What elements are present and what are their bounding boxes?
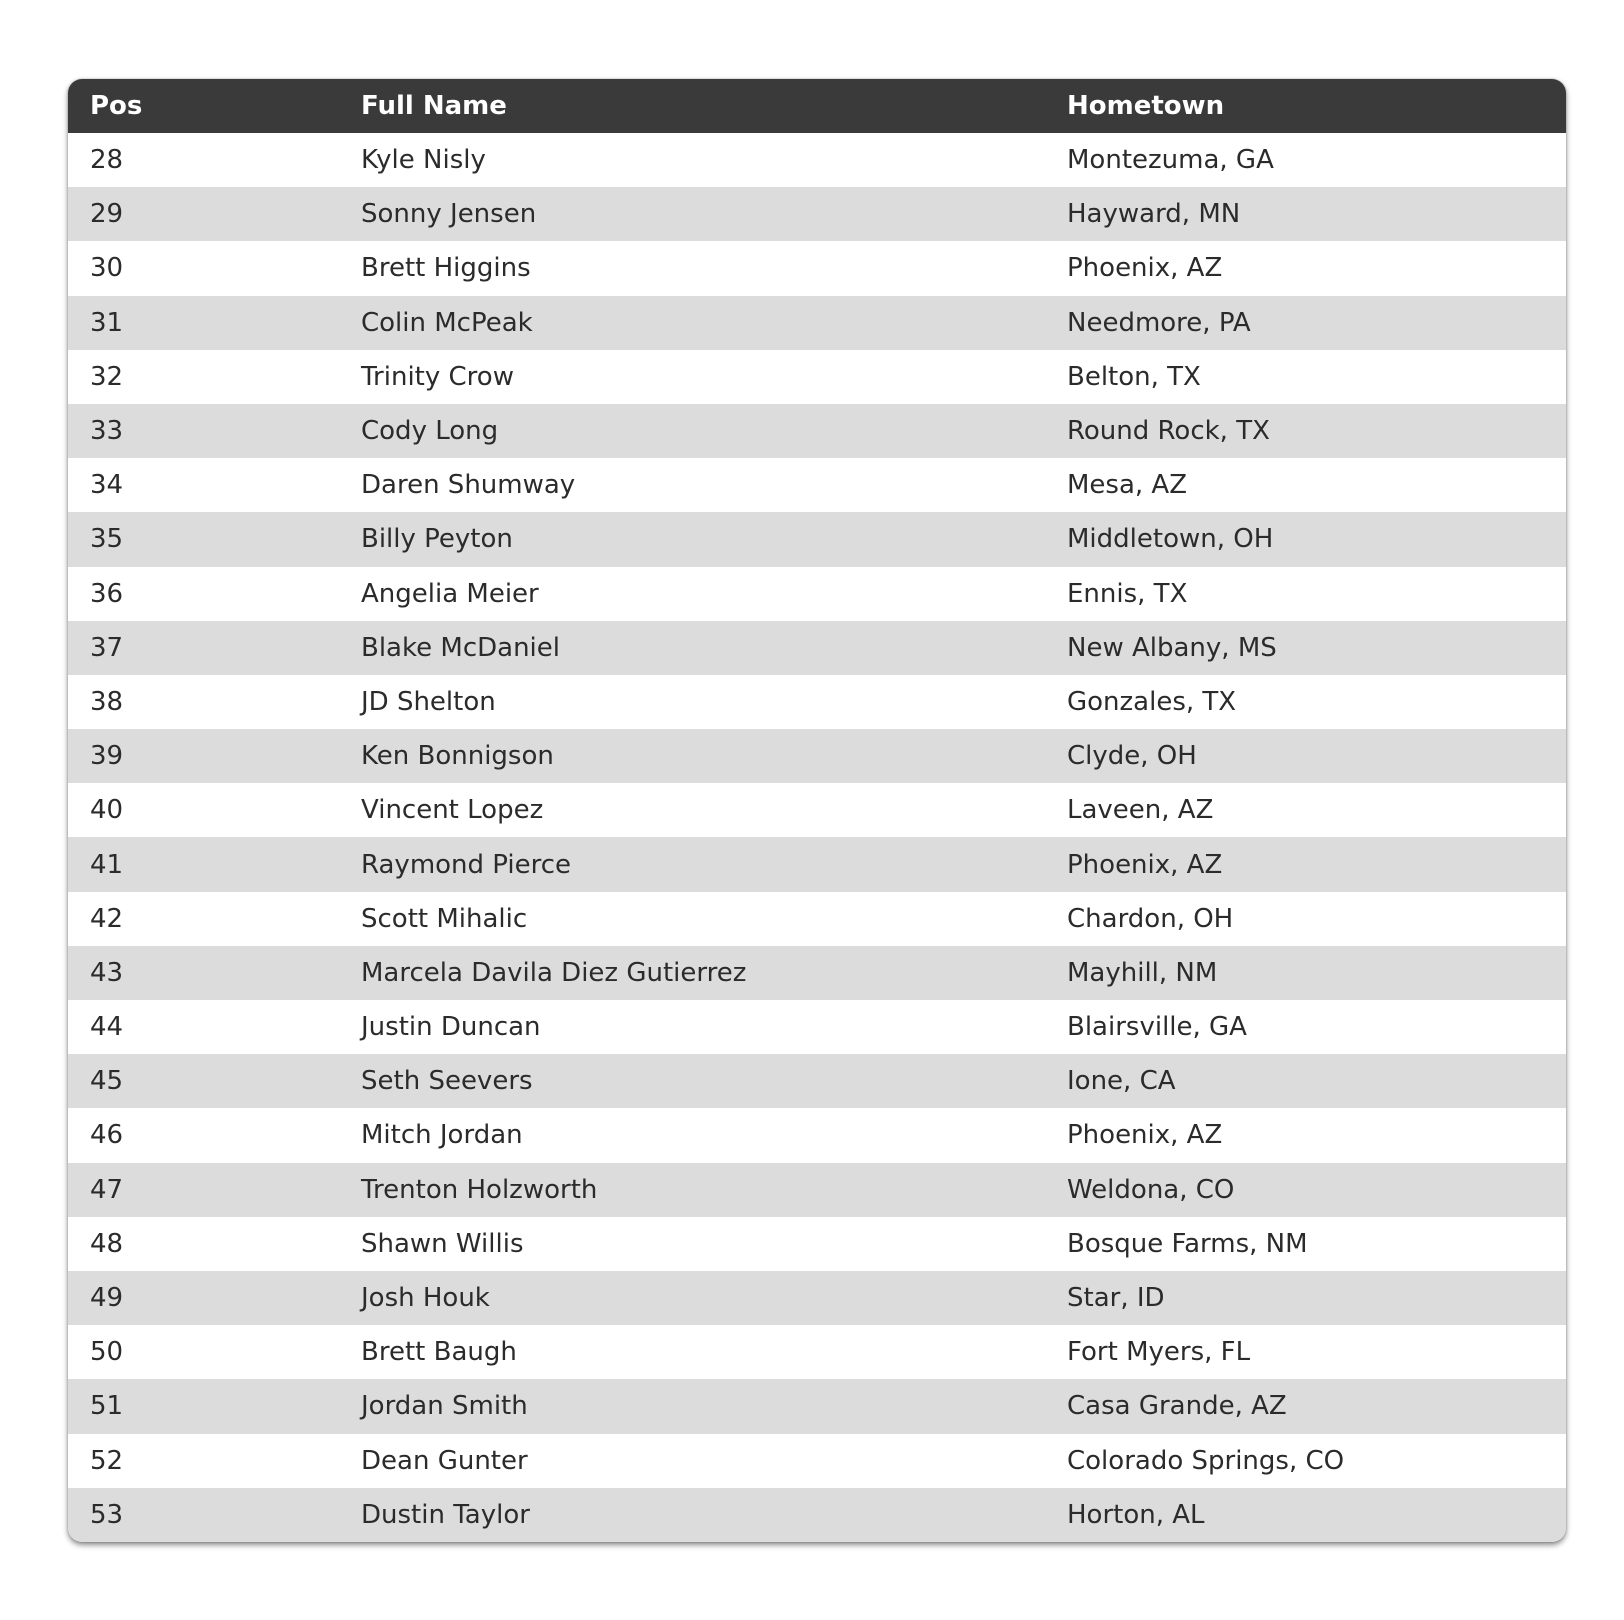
table-row[interactable]	[68, 1054, 1566, 1108]
hometown-cell: Clyde, OH	[1067, 741, 1197, 772]
pos-cell: 40	[90, 795, 124, 826]
table-row[interactable]	[68, 675, 1566, 729]
hometown-cell: Hayward, MN	[1067, 199, 1241, 230]
results-table	[68, 79, 1566, 1542]
pos-cell: 43	[90, 957, 124, 988]
pos-cell: 51	[90, 1391, 124, 1422]
table-row[interactable]	[68, 512, 1566, 566]
table-row[interactable]	[68, 621, 1566, 675]
pos-cell: 53	[90, 1499, 124, 1530]
full-name-cell: Mitch Jordan	[361, 1120, 523, 1151]
table-row[interactable]	[68, 946, 1566, 1000]
pos-cell: 34	[90, 470, 124, 501]
pos-cell: 49	[90, 1283, 124, 1314]
table-row[interactable]	[68, 729, 1566, 783]
pos-cell: 45	[90, 1066, 124, 1097]
table-row[interactable]	[68, 783, 1566, 837]
full-name-cell: Dustin Taylor	[361, 1499, 530, 1530]
pos-cell: 29	[90, 199, 124, 230]
pos-cell: 47	[90, 1174, 124, 1205]
pos-cell: 32	[90, 361, 124, 392]
hometown-cell: New Albany, MS	[1067, 632, 1277, 663]
hometown-cell: Weldona, CO	[1067, 1174, 1235, 1205]
hometown-cell: Mesa, AZ	[1067, 470, 1188, 501]
table-row[interactable]	[68, 567, 1566, 621]
table-row[interactable]	[68, 1000, 1566, 1054]
table-row[interactable]	[68, 1217, 1566, 1271]
full-name-cell: Josh Houk	[361, 1283, 490, 1314]
hometown-cell: Round Rock, TX	[1067, 416, 1270, 447]
hometown-cell: Fort Myers, FL	[1067, 1337, 1251, 1368]
hometown-cell: Ennis, TX	[1067, 578, 1188, 609]
full-name-cell: Brett Baugh	[361, 1337, 517, 1368]
full-name-cell: Daren Shumway	[361, 470, 576, 501]
pos-cell: 31	[90, 307, 124, 338]
pos-cell: 38	[90, 686, 124, 717]
table-row[interactable]	[68, 404, 1566, 458]
hometown-cell: Ione, CA	[1067, 1066, 1176, 1097]
full-name-cell: Trinity Crow	[361, 361, 514, 392]
hometown-cell: Phoenix, AZ	[1067, 1120, 1223, 1151]
full-name-cell: Billy Peyton	[361, 524, 513, 555]
full-name-cell: Scott Mihalic	[361, 903, 528, 934]
hometown-cell: Chardon, OH	[1067, 903, 1234, 934]
results-table-card	[68, 79, 1566, 1542]
pos-cell: 33	[90, 416, 124, 447]
pos-cell: 44	[90, 1012, 124, 1043]
pos-cell: 52	[90, 1445, 124, 1476]
table-row[interactable]	[68, 837, 1566, 891]
header-full-name[interactable]: Full Name	[361, 91, 507, 121]
hometown-cell: Mayhill, NM	[1067, 957, 1218, 988]
pos-cell: 36	[90, 578, 124, 609]
pos-cell: 48	[90, 1228, 124, 1259]
full-name-cell: Angelia Meier	[361, 578, 539, 609]
pos-cell: 35	[90, 524, 124, 555]
hometown-cell: Montezuma, GA	[1067, 145, 1274, 176]
table-row[interactable]	[68, 892, 1566, 946]
hometown-cell: Middletown, OH	[1067, 524, 1274, 555]
full-name-cell: Cody Long	[361, 416, 499, 447]
pos-cell: 46	[90, 1120, 124, 1151]
table-row[interactable]	[68, 1271, 1566, 1325]
hometown-cell: Colorado Springs, CO	[1067, 1445, 1345, 1476]
full-name-cell: JD Shelton	[361, 686, 496, 717]
full-name-cell: Sonny Jensen	[361, 199, 537, 230]
full-name-cell: Jordan Smith	[361, 1391, 528, 1422]
full-name-cell: Colin McPeak	[361, 307, 533, 338]
full-name-cell: Vincent Lopez	[361, 795, 544, 826]
table-row[interactable]	[68, 458, 1566, 512]
hometown-cell: Gonzales, TX	[1067, 686, 1237, 717]
header-pos[interactable]: Pos	[90, 91, 143, 121]
pos-cell: 37	[90, 632, 124, 663]
table-row[interactable]	[68, 1434, 1566, 1488]
table-row[interactable]	[68, 296, 1566, 350]
pos-cell: 41	[90, 849, 124, 880]
pos-cell: 42	[90, 903, 124, 934]
table-row[interactable]	[68, 1379, 1566, 1433]
full-name-cell: Brett Higgins	[361, 253, 531, 284]
pos-cell: 28	[90, 145, 124, 176]
full-name-cell: Seth Seevers	[361, 1066, 533, 1097]
table-row[interactable]	[68, 133, 1566, 187]
table-row[interactable]	[68, 187, 1566, 241]
full-name-cell: Marcela Davila Diez Gutierrez	[361, 957, 747, 988]
header-hometown[interactable]: Hometown	[1067, 91, 1225, 121]
full-name-cell: Ken Bonnigson	[361, 741, 554, 772]
full-name-cell: Justin Duncan	[361, 1012, 541, 1043]
table-row[interactable]	[68, 1488, 1566, 1542]
hometown-cell: Casa Grande, AZ	[1067, 1391, 1287, 1422]
hometown-cell: Needmore, PA	[1067, 307, 1251, 338]
full-name-cell: Blake McDaniel	[361, 632, 560, 663]
full-name-cell: Kyle Nisly	[361, 145, 486, 176]
hometown-cell: Bosque Farms, NM	[1067, 1228, 1308, 1259]
hometown-cell: Star, ID	[1067, 1283, 1165, 1314]
table-row[interactable]	[68, 1163, 1566, 1217]
pos-cell: 39	[90, 741, 124, 772]
full-name-cell: Raymond Pierce	[361, 849, 572, 880]
hometown-cell: Phoenix, AZ	[1067, 253, 1223, 284]
pos-cell: 30	[90, 253, 124, 284]
hometown-cell: Blairsville, GA	[1067, 1012, 1247, 1043]
table-body	[68, 133, 1566, 1542]
hometown-cell: Laveen, AZ	[1067, 795, 1214, 826]
hometown-cell: Belton, TX	[1067, 361, 1201, 392]
hometown-cell: Horton, AL	[1067, 1499, 1205, 1530]
table-header-row	[68, 79, 1566, 133]
full-name-cell: Dean Gunter	[361, 1445, 528, 1476]
table-row[interactable]	[68, 241, 1566, 295]
table-row[interactable]	[68, 1325, 1566, 1379]
hometown-cell: Phoenix, AZ	[1067, 849, 1223, 880]
full-name-cell: Shawn Willis	[361, 1228, 524, 1259]
table-row[interactable]	[68, 1108, 1566, 1162]
pos-cell: 50	[90, 1337, 124, 1368]
table-row[interactable]	[68, 350, 1566, 404]
full-name-cell: Trenton Holzworth	[361, 1174, 598, 1205]
